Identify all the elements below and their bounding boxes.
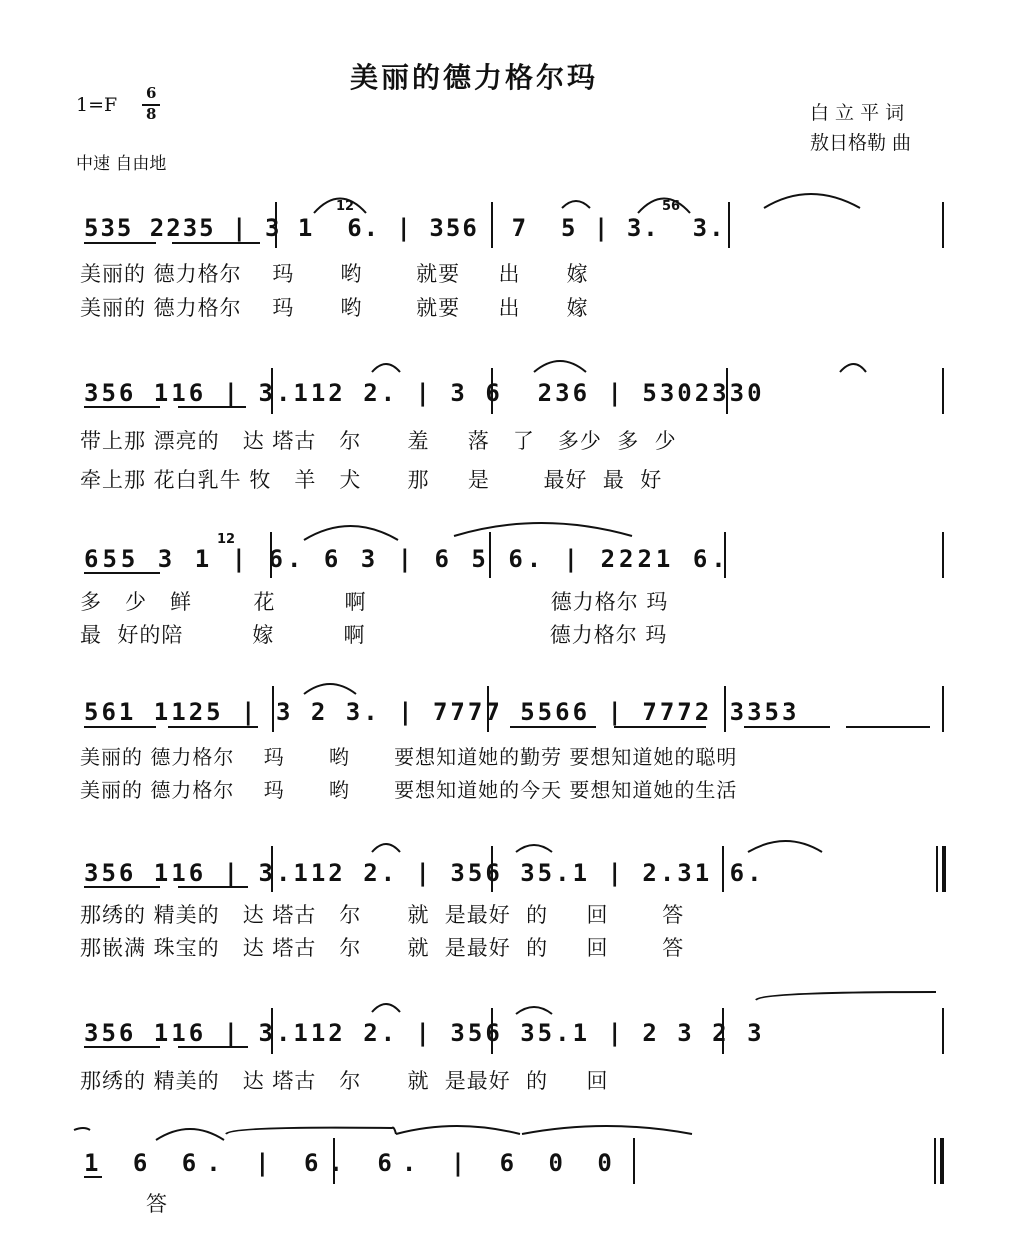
slur <box>764 194 860 208</box>
bar-line <box>633 1138 635 1184</box>
bar-line <box>942 686 944 732</box>
lyrics-line-7-verse-1: 答 <box>146 1192 168 1216</box>
bar-line <box>728 202 730 248</box>
slur <box>372 844 400 852</box>
bar-line <box>942 368 944 414</box>
slur <box>74 1128 90 1130</box>
final-bar-thick <box>940 1138 944 1184</box>
slur <box>454 523 632 536</box>
bar-line <box>271 846 273 892</box>
bar-line <box>724 532 726 578</box>
lyrics-line-5-verse-2: 那嵌满 珠宝的 达 塔古 尔 就 是最好 的 回 答 <box>80 936 685 960</box>
tuplet-marker: 12 <box>217 532 236 547</box>
key-signature: 1=F <box>76 94 118 116</box>
beam-underline <box>84 242 156 244</box>
beam-underline <box>84 1046 160 1048</box>
slur <box>516 1007 552 1014</box>
beam-underline <box>84 572 160 574</box>
slur <box>516 845 552 852</box>
time-signature-top: 6 <box>146 84 157 102</box>
repeat-bar-thick <box>942 846 946 892</box>
bar-line <box>272 686 274 732</box>
bar-line <box>491 202 493 248</box>
bar-line <box>942 1008 944 1054</box>
bar-line <box>333 1138 335 1184</box>
repeat-bar-thin <box>936 846 938 892</box>
lyrics-line-1-verse-2: 美丽的 德力格尔 玛 哟 就要 出 嫁 <box>80 296 589 320</box>
tuplet-marker: 12 <box>336 199 355 214</box>
slur <box>304 684 356 694</box>
lyrics-line-5-verse-1: 那绣的 精美的 达 塔古 尔 就 是最好 的 回 答 <box>80 903 685 927</box>
slur <box>396 1126 520 1134</box>
lyrics-line-1-verse-1: 美丽的 德力格尔 玛 哟 就要 出 嫁 <box>80 262 589 286</box>
lyrics-line-2-verse-2: 牵上那 花白乳牛 牧 羊 犬 那 是 最好 最 好 <box>80 468 663 492</box>
lyrics-line-4-verse-1: 美丽的 德力格尔 玛 哟 要想知道她的勤劳 要想知道她的聪明 <box>80 745 738 769</box>
time-signature-bottom: 8 <box>146 105 157 123</box>
bar-line <box>726 368 728 414</box>
notation-line-3: 655 3 1 | 6. 6 3 | 6 5 6. | 2221 6. <box>84 545 730 573</box>
bar-line <box>271 368 273 414</box>
beam-underline <box>168 726 258 728</box>
slur <box>522 1126 692 1134</box>
lyrics-line-4-verse-2: 美丽的 德力格尔 玛 哟 要想知道她的今天 要想知道她的生活 <box>80 778 738 802</box>
bar-line <box>270 532 272 578</box>
slur <box>156 1129 224 1140</box>
final-bar-thin <box>934 1138 936 1184</box>
bar-line <box>942 532 944 578</box>
slur <box>304 526 398 540</box>
notation-line-4: 561 1125 | 3 2 3. | 7777 5566 | 7772 3353 <box>84 698 800 726</box>
notation-line-2: 356 116 | 3.112 2. | 3 6 236 | 5302330 <box>84 379 765 407</box>
bar-line <box>491 368 493 414</box>
lyrics-line-3-verse-2: 最 好的陪 嫁 啊 德力格尔 玛 <box>80 623 668 647</box>
beam-underline <box>172 242 260 244</box>
notation-line-7: 1 6 6. | 6. 6. | 6 0 0 <box>84 1149 622 1177</box>
slur <box>748 841 822 852</box>
notation-line-5: 356 116 | 3.112 2. | 356 35.1 | 2.31 6. <box>84 859 765 887</box>
beam-underline <box>84 886 160 888</box>
beam-underline <box>178 406 246 408</box>
bar-line <box>489 532 491 578</box>
bar-line <box>275 202 277 248</box>
composer-credit: 敖日格勒 曲 <box>810 132 912 154</box>
beam-underline <box>84 1176 102 1178</box>
bar-line <box>487 686 489 732</box>
song-title: 美丽的德力格尔玛 <box>350 61 599 94</box>
lyricist-credit: 白 立 平 词 <box>810 102 905 124</box>
lyrics-line-3-verse-1: 多 少 鲜 花 啊 德力格尔 玛 <box>80 590 669 614</box>
slur <box>372 1004 400 1012</box>
lyrics-line-6-verse-1: 那绣的 精美的 达 塔古 尔 就 是最好 的 回 <box>80 1069 609 1093</box>
beam-underline <box>510 726 596 728</box>
slur <box>562 201 590 208</box>
slur <box>372 364 400 372</box>
notation-line-1: 535 2235 | 3 1 6. | 356 7 5 | 3. 3. <box>84 214 726 242</box>
bar-line <box>722 846 724 892</box>
slur <box>226 1128 396 1134</box>
lyrics-line-2-verse-1: 带上那 漂亮的 达 塔古 尔 羞 落 了 多少 多 少 <box>80 429 677 453</box>
beam-underline <box>744 726 830 728</box>
beam-underline <box>84 406 160 408</box>
notation-line-6: 356 116 | 3.112 2. | 356 35.1 | 2 3 2 3 <box>84 1019 765 1047</box>
beam-underline <box>846 726 930 728</box>
bar-line <box>722 1008 724 1054</box>
bar-line <box>724 686 726 732</box>
bar-line <box>942 202 944 248</box>
bar-line <box>491 846 493 892</box>
beam-underline <box>614 726 706 728</box>
beam-underline <box>84 726 156 728</box>
slur <box>534 361 586 372</box>
slur <box>840 364 866 372</box>
slur <box>756 992 936 1000</box>
beam-underline <box>178 1046 248 1048</box>
beam-underline <box>178 886 248 888</box>
bar-line <box>491 1008 493 1054</box>
tuplet-marker: 56 <box>662 199 681 214</box>
bar-line <box>271 1008 273 1054</box>
tempo-marking: 中速 自由地 <box>76 154 167 174</box>
